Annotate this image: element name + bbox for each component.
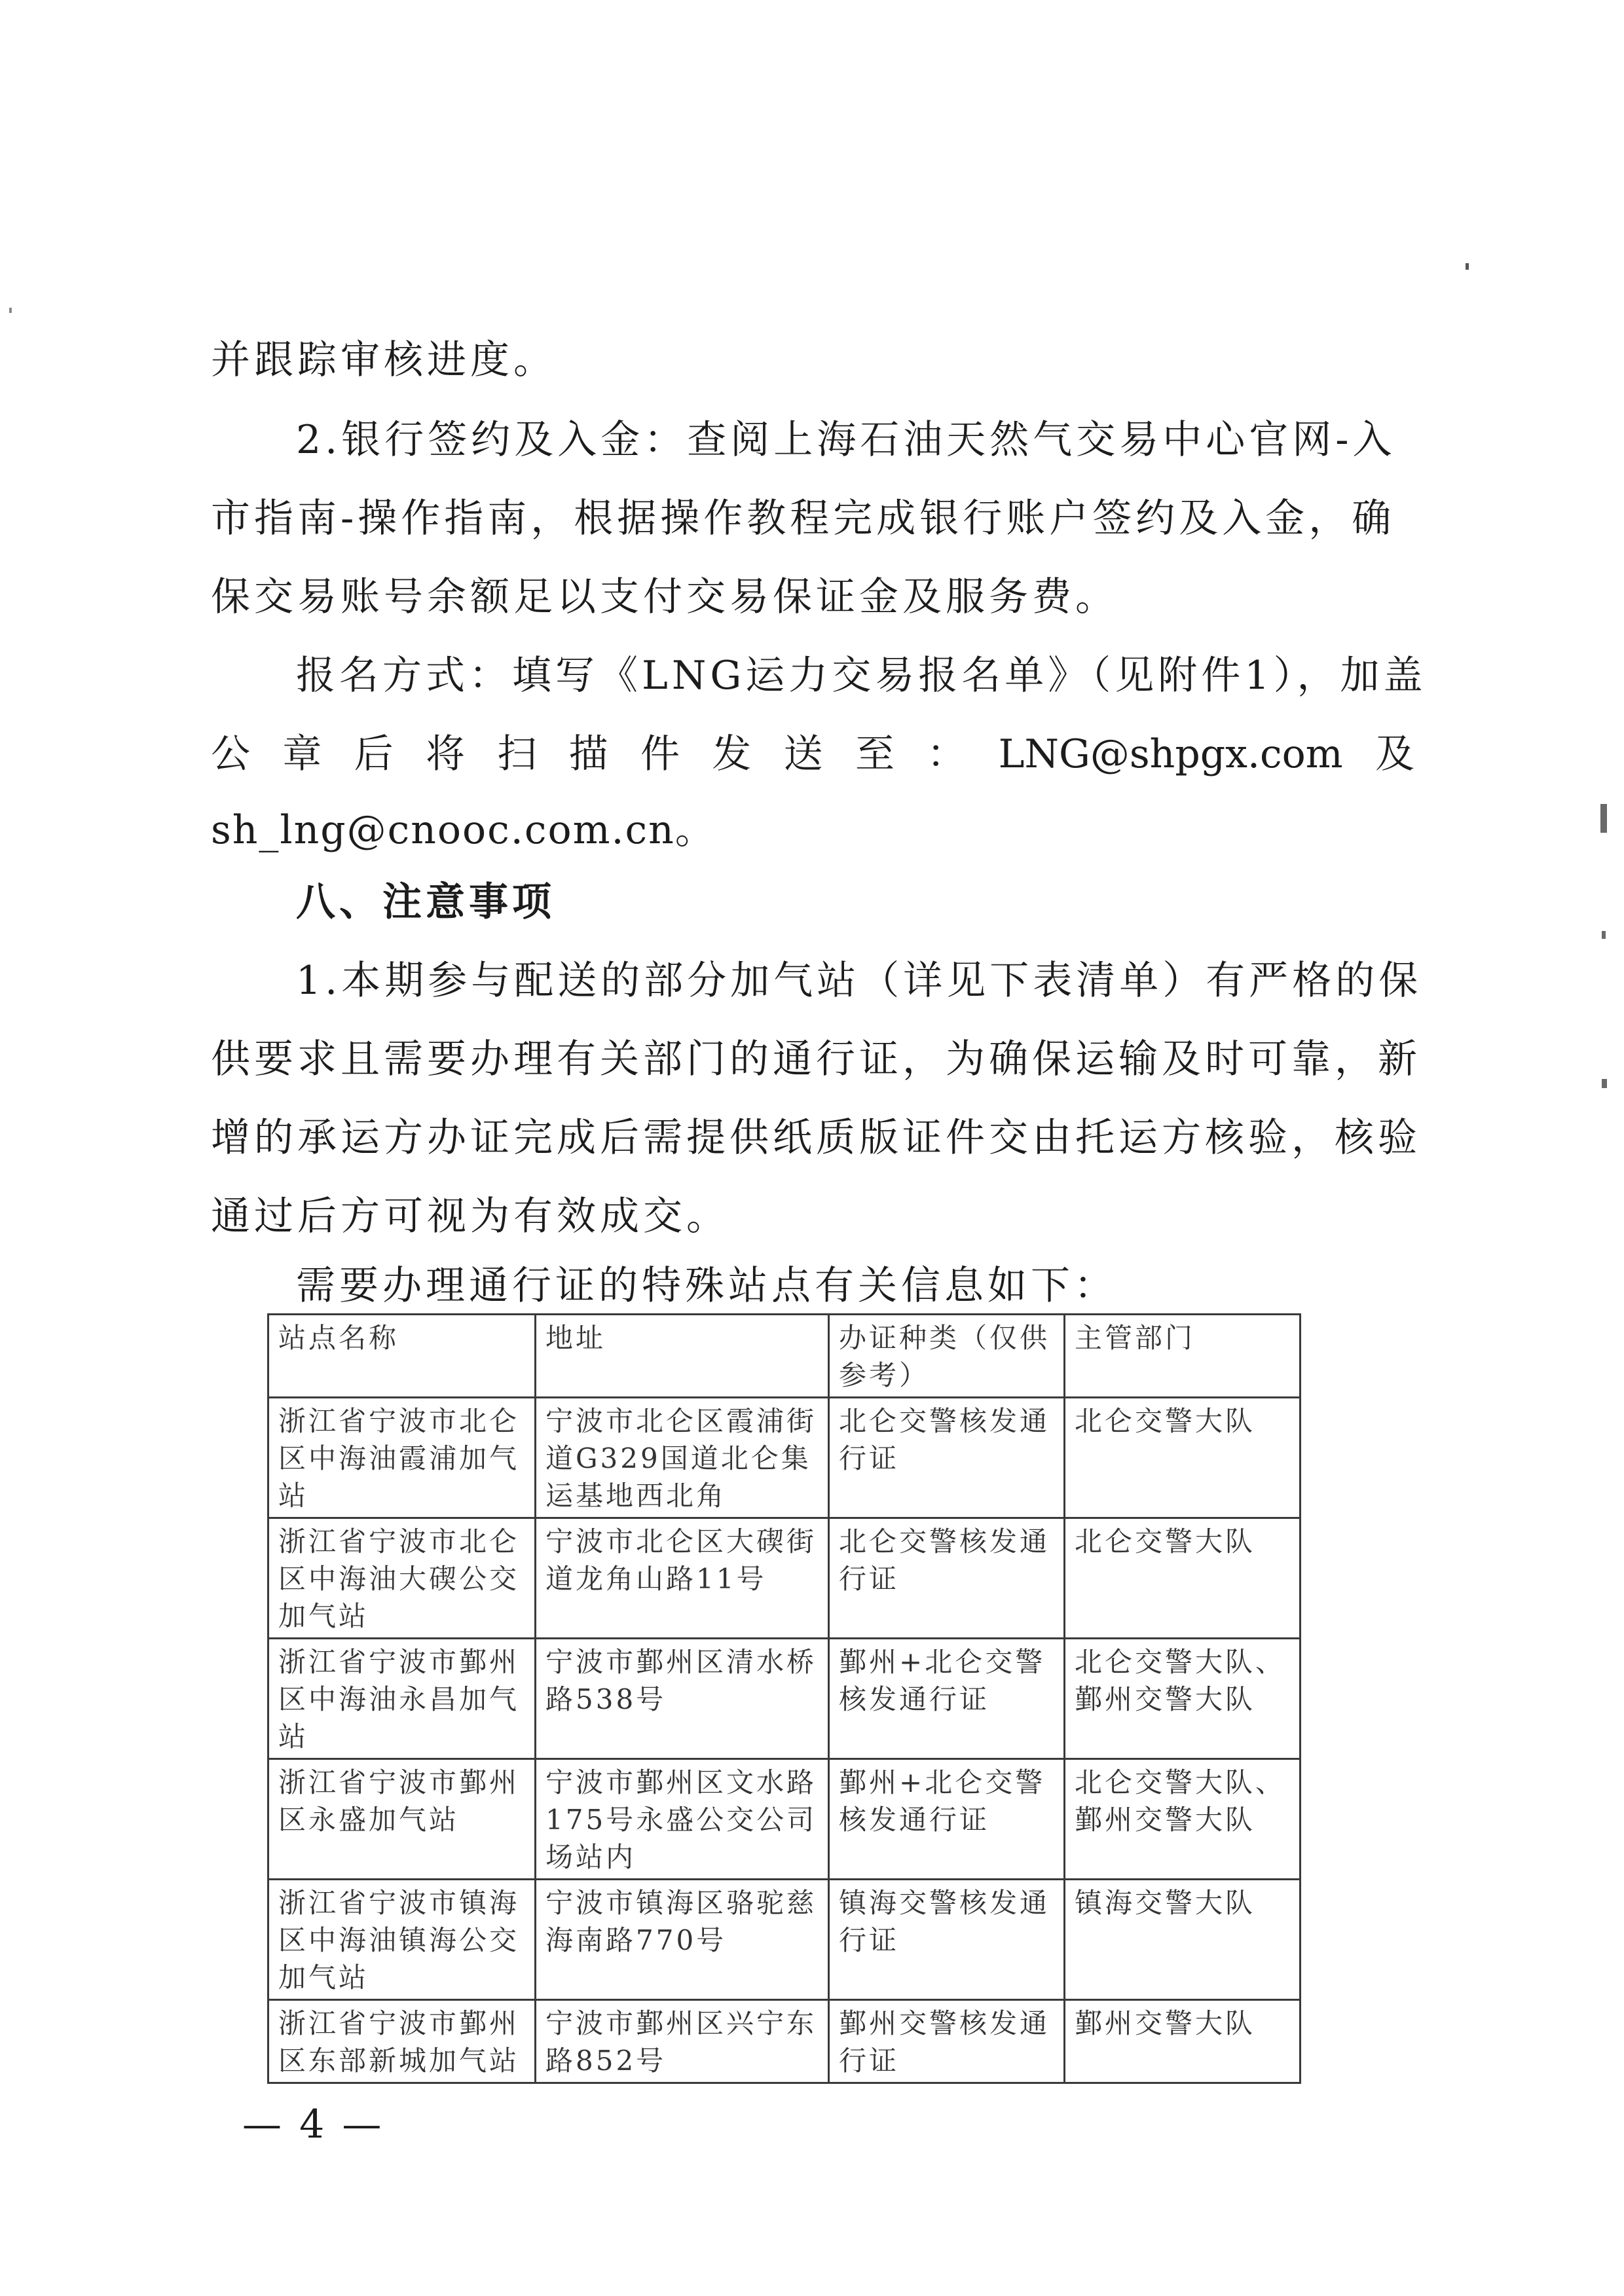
table-intro: 需要办理通行证的特殊站点有关信息如下：: [296, 1263, 1117, 1309]
paragraph-notice-line1: 1.本期参与配送的部分加气站（详见下表清单）有严格的保: [296, 958, 1422, 1004]
word: ：: [927, 731, 967, 777]
header-department: 主管部门: [1065, 1315, 1301, 1398]
page-number: — 4 —: [242, 2102, 384, 2147]
paragraph-bank-signing-line3: 保交易账号余额足以支付交易保证金及服务费。: [211, 574, 1118, 620]
cell-permit-type: 北仑交警核发通行证: [829, 1398, 1065, 1518]
cell-address: 宁波市镇海区骆驼慈海南路770号: [536, 1880, 829, 2000]
cell-department: 镇海交警大队: [1065, 1880, 1301, 2000]
cell-station-name: 浙江省宁波市镇海区中海油镇海公交加气站: [268, 1880, 536, 2000]
paragraph-bank-signing-line2: 市指南-操作指南，根据操作教程完成银行账户签约及入金，确: [211, 496, 1395, 541]
paragraph-registration-line3: sh_lng@cnooc.com.cn。: [211, 807, 716, 853]
section-heading: 八、注意事项: [296, 879, 555, 925]
table-row: [268, 1880, 1301, 2000]
cell-station-name: 浙江省宁波市北仑区中海油大碶公交加气站: [268, 1518, 536, 1639]
header-address: 地址: [536, 1315, 829, 1398]
word: 公: [211, 731, 250, 777]
table-header-row: [268, 1315, 1301, 1398]
word: 扫: [497, 731, 537, 777]
email-address: LNG@shpgx.com: [998, 731, 1343, 777]
scan-speck: [1602, 931, 1606, 939]
scan-speck: [1600, 804, 1607, 833]
paragraph-registration-line2: [211, 728, 1414, 780]
word: 章: [282, 731, 322, 777]
cell-address: 宁波市北仑区大碶街道龙角山路11号: [536, 1518, 829, 1639]
stations-table: [267, 1313, 1301, 2084]
word: 及: [1375, 731, 1414, 777]
header-station-name: 站点名称: [268, 1315, 536, 1398]
word: 件: [640, 731, 680, 777]
scan-speck: [9, 308, 12, 313]
cell-station-name: 浙江省宁波市北仑区中海油霞浦加气站: [268, 1398, 536, 1518]
cell-department: 鄞州交警大队: [1065, 2000, 1301, 2083]
paragraph-bank-signing-line1: 2.银行签约及入金：查阅上海石油天然气交易中心官网-入: [296, 417, 1396, 463]
table-row: [268, 1398, 1301, 1518]
table-row: [268, 2000, 1301, 2083]
cell-station-name: 浙江省宁波市鄞州区东部新城加气站: [268, 2000, 536, 2083]
cell-department: 北仑交警大队、鄞州交警大队: [1065, 1639, 1301, 1759]
cell-permit-type: 北仑交警核发通行证: [829, 1518, 1065, 1639]
scan-speck: [1602, 1079, 1607, 1088]
word: 描: [568, 731, 608, 777]
cell-address: 宁波市鄞州区文水路175号永盛公交公司场站内: [536, 1759, 829, 1880]
cell-department: 北仑交警大队: [1065, 1398, 1301, 1518]
paragraph-registration-line1: 报名方式：填写《LNG运力交易报名单》（见附件1），加盖: [296, 653, 1427, 699]
cell-permit-type: 鄞州+北仑交警核发通行证: [829, 1639, 1065, 1759]
cell-department: 北仑交警大队、鄞州交警大队: [1065, 1759, 1301, 1880]
paragraph-notice-line3: 增的承运方办证完成后需提供纸质版证件交由托运方核验，核验: [211, 1115, 1421, 1161]
cell-permit-type: 鄞州交警核发通行证: [829, 2000, 1065, 2083]
cell-station-name: 浙江省宁波市鄞州区永盛加气站: [268, 1759, 536, 1880]
table-row: [268, 1759, 1301, 1880]
word: 送: [783, 731, 823, 777]
table-row: [268, 1639, 1301, 1759]
word: 后: [354, 731, 394, 777]
cell-station-name: 浙江省宁波市鄞州区中海油永昌加气站: [268, 1639, 536, 1759]
word: 将: [425, 731, 465, 777]
cell-address: 宁波市鄞州区清水桥路538号: [536, 1639, 829, 1759]
scan-speck: [1466, 263, 1469, 270]
cell-address: 宁波市北仑区霞浦街道G329国道北仑集运基地西北角: [536, 1398, 829, 1518]
word: 发: [712, 731, 752, 777]
word: 至: [855, 731, 895, 777]
paragraph-notice-line2: 供要求且需要办理有关部门的通行证，为确保运输及时可靠，新: [211, 1036, 1421, 1082]
table-row: [268, 1518, 1301, 1639]
paragraph-notice-line4: 通过后方可视为有效成交。: [211, 1194, 729, 1239]
paragraph-continuation: 并跟踪审核进度。: [211, 337, 557, 383]
header-permit-type: 办证种类（仅供参考）: [829, 1315, 1065, 1398]
cell-permit-type: 鄞州+北仑交警核发通行证: [829, 1759, 1065, 1880]
cell-address: 宁波市鄞州区兴宁东路852号: [536, 2000, 829, 2083]
cell-department: 北仑交警大队: [1065, 1518, 1301, 1639]
cell-permit-type: 镇海交警核发通行证: [829, 1880, 1065, 2000]
